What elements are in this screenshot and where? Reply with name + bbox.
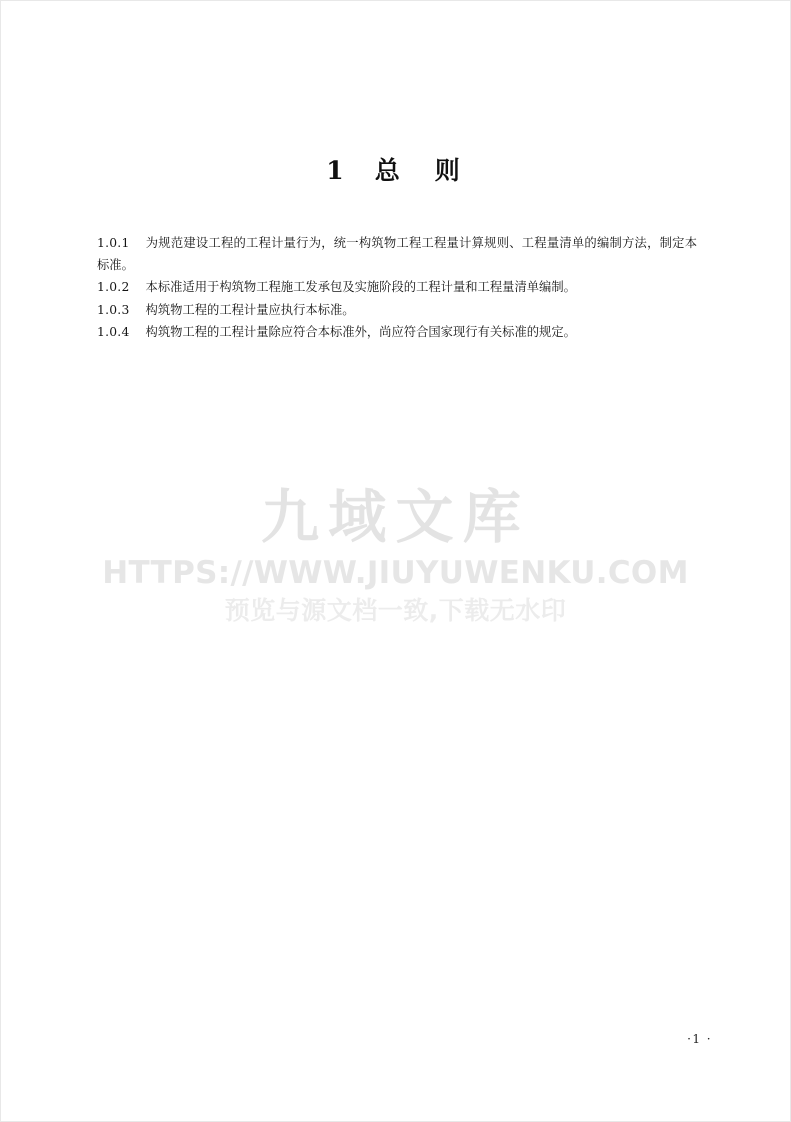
watermark-brand: 九域文库 (260, 483, 531, 551)
clause-text: 构筑物工程的工程计量应执行本标准。 (145, 302, 355, 317)
clause-item (97, 233, 697, 276)
clause-text: 构筑物工程的工程计量除应符合本标准外，尚应符合国家现行有关标准的规定。 (145, 325, 576, 339)
chapter-number: 1 (326, 156, 349, 185)
page-number: ·1 · (687, 1032, 712, 1046)
watermark-note: 预览与源文档一致,下载无水印 (224, 596, 567, 625)
clause-label: 1.0.3 (97, 302, 130, 317)
clause-label: 1.0.2 (97, 280, 130, 294)
watermark-url: HTTPS://WWW.JIUYUWENKU.COM (102, 555, 689, 591)
clause-text: 本标准适用于构筑物工程施工发承包及实施阶段的工程计量和工程量清单编制。 (145, 280, 576, 294)
clause-item (97, 322, 697, 344)
clause-item (97, 300, 697, 322)
chapter-title-char-1: 总 (374, 156, 405, 185)
clause-list (97, 233, 697, 345)
clause-label: 1.0.1 (97, 236, 130, 250)
clause-text: 为规范建设工程的工程计量行为，统一构筑物工程工程量计算规则、工程量清单的编制方法，制定本标准。 (97, 236, 697, 272)
chapter-heading (1, 151, 790, 187)
watermark (1, 481, 790, 629)
clause-label: 1.0.4 (97, 325, 130, 339)
clause-item (97, 277, 697, 299)
chapter-title-char-2: 则 (434, 156, 465, 185)
